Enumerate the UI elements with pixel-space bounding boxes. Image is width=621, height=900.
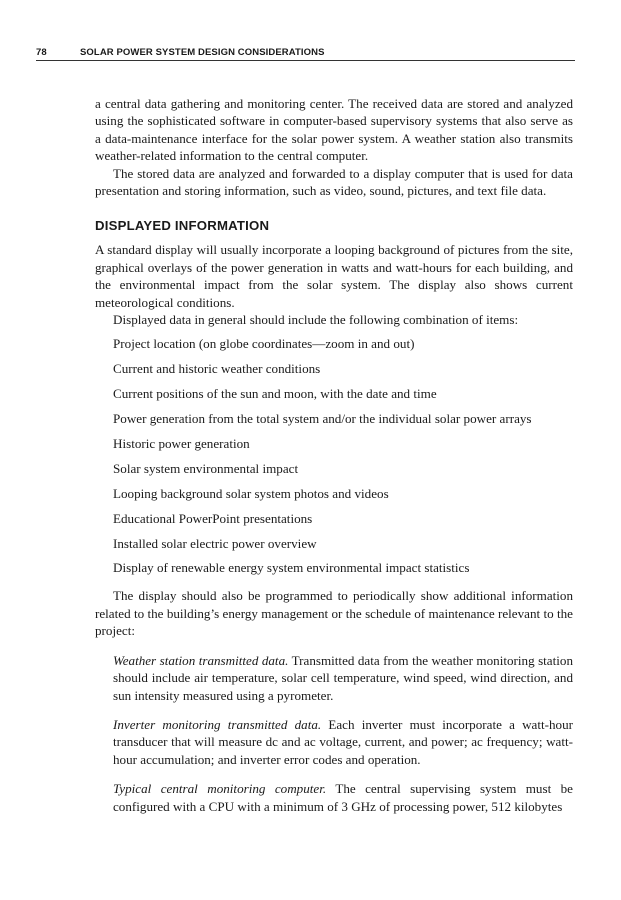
intro-paragraph-2: The stored data are analyzed and forwarded to a display computer that is used for data presentation and storing information, such as video, sound, pictures, and text file data. <box>95 165 573 199</box>
entry-central-computer <box>113 780 573 815</box>
list-item: Installed solar electric power overview <box>113 535 317 551</box>
list-item: Solar system environmental impact <box>113 460 299 476</box>
section-paragraph-1: A standard display will usually incorporate a looping background of pictures from the site, graphical overlays of the power generation in watts and watt-hours for each building, and the environmental impact from the solar system. The display also shows current meteorological conditions. <box>95 242 573 310</box>
list-item: Current positions of the sun and moon, with the date and time <box>113 386 437 402</box>
body-text <box>95 95 573 815</box>
list-item: Display of renewable energy system environmental impact statistics <box>113 560 470 576</box>
header-rule <box>36 60 575 61</box>
running-title: SOLAR POWER SYSTEM DESIGN CONSIDERATIONS <box>80 47 325 58</box>
running-head <box>36 47 574 61</box>
page-number: 78 <box>36 47 47 58</box>
entry-text: The central supervising system must be configured with a CPU with a minimum of 3 GHz of processing power, 512 kilobytes <box>113 781 573 814</box>
list-item: Current and historic weather conditions <box>113 361 321 377</box>
list-item: Power generation from the total system and/or the individual solar power arrays <box>113 411 532 427</box>
section-paragraph-3: The display should also be programmed to periodically show additional information related to the building’s energy management or the schedule of maintenance relevant to the project: <box>95 588 573 639</box>
entry-text: Each inverter must incorporate a watt-hour transducer that will measure dc and ac voltage, current, and power; ac frequency; watt-hour accumulation; and inverter error codes and operation. <box>113 716 573 767</box>
section-paragraph-2: Displayed data in general should include the following combination of items: <box>113 312 519 328</box>
list-item: Project location (on globe coordinates—zoom in and out) <box>113 336 415 352</box>
entry-term: Weather station transmitted data. <box>113 652 289 668</box>
entry-weather-station <box>113 652 573 704</box>
list-item: Looping background solar system photos and videos <box>113 485 389 501</box>
entry-inverter-monitoring <box>113 716 573 768</box>
list-item: Historic power generation <box>113 436 250 452</box>
intro-paragraph-1: a central data gathering and monitoring center. The received data are stored and analyzed using the sophisticated software in computer-based supervisory systems that also serve as a data-maintenance interface for the solar power system. A weather station also transmits weather-related information to the central computer. <box>95 96 573 164</box>
displayed-items-list <box>95 335 573 576</box>
section-heading: DISPLAYED INFORMATION <box>95 218 270 234</box>
entry-term: Typical central monitoring computer. <box>113 781 327 797</box>
entry-term: Inverter monitoring transmitted data. <box>113 716 322 732</box>
list-item: Educational PowerPoint presentations <box>113 510 313 526</box>
entry-text: Transmitted data from the weather monitoring station should include air temperature, solar cell temperature, wind speed, wind direction, and sun intensity measured using a pyrometer. <box>113 652 573 703</box>
